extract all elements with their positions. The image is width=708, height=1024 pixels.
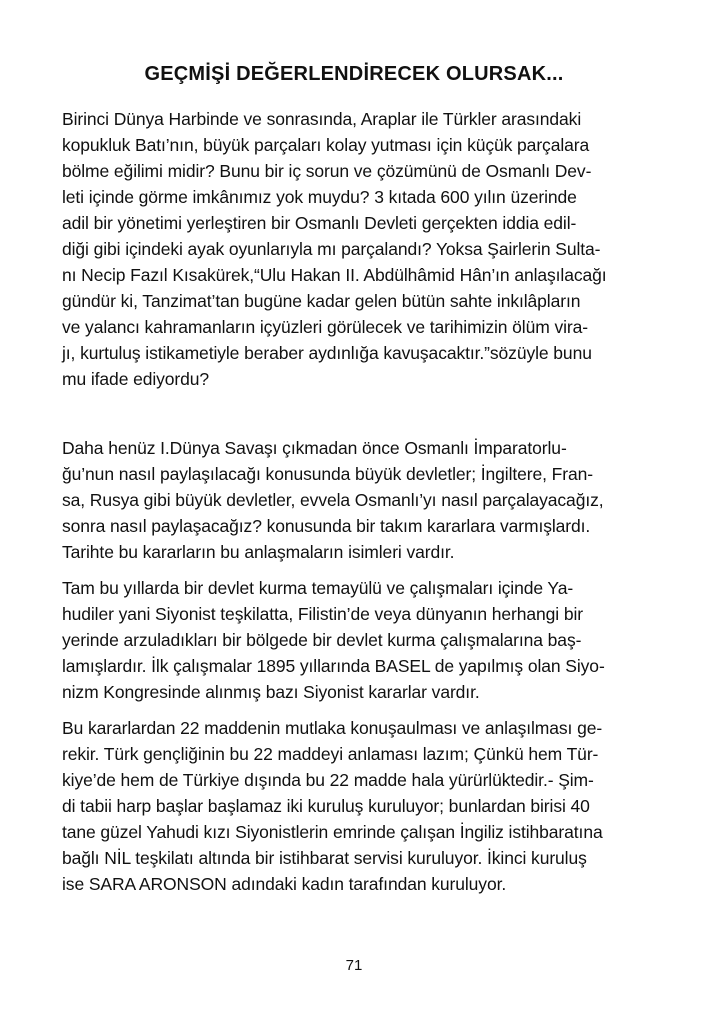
text-line: Tam bu yıllarda bir devlet kurma temayülü ve çalışmaları içinde Ya- <box>62 578 574 598</box>
text-line: bölme eğilimi midir? Bunu bir iç sorun ve çözümünü de Osmanlı Dev- <box>62 161 592 181</box>
text-line: ise SARA ARONSON adındaki kadın tarafından kuruluyor. <box>62 874 507 894</box>
text-line: kiye’de hem de Türkiye dışında bu 22 madde hala yürürlüktedir.- Şim- <box>62 770 594 790</box>
text-line: hudiler yani Siyonist teşkilatta, Filistin’de veya dünyanın herhangi bir <box>62 604 584 624</box>
text-line: kopukluk Batı’nın, büyük parçaları kolay yutması için küçük parçalara <box>62 135 590 155</box>
text-line: ğu’nun nasıl paylaşılacağı konusunda büyük devletler; İngiltere, Fran- <box>62 464 593 484</box>
text-line: tane güzel Yahudi kızı Siyonistlerin emrinde çalışan İngiliz istihbaratına <box>62 822 603 842</box>
text-line: rekir. Türk gençliğinin bu 22 maddeyi anlaması lazım; Çünkü hem Tür- <box>62 744 599 764</box>
text-line: di tabii harp başlar başlamaz iki kuruluş kuruluyor; bunlardan birisi 40 <box>62 796 590 816</box>
paragraph <box>62 106 654 392</box>
text-line: Birinci Dünya Harbinde ve sonrasında, Araplar ile Türkler arasındaki <box>62 109 582 129</box>
page-number: 71 <box>345 957 363 974</box>
paragraph <box>62 715 654 897</box>
text-line: Daha henüz I.Dünya Savaşı çıkmadan önce Osmanlı İmparatorlu- <box>62 438 567 458</box>
text-line: lamışlardır. İlk çalışmalar 1895 yıllarında BASEL de yapılmış olan Siyo- <box>62 656 605 676</box>
text-line: nizm Kongresinde alınmış bazı Siyonist kararlar vardır. <box>62 682 480 702</box>
text-line: ve yalancı kahramanların içyüzleri görülecek ve tarihimizin ölüm vira- <box>62 317 588 337</box>
text-line: mu ifade ediyordu? <box>62 369 210 389</box>
text-line: yerinde arzuladıkları bir bölgede bir devlet kurma çalışmalarına baş- <box>62 630 582 650</box>
text-line: nı Necip Fazıl Kısakürek,“Ulu Hakan II. Abdülhâmid Hân’ın anlaşılacağı <box>62 265 607 285</box>
page-title: GEÇMİŞİ DEĞERLENDİRECEK OLURSAK... <box>144 63 564 85</box>
text-line: Tarihte bu kararların bu anlaşmaların isimleri vardır. <box>62 542 455 562</box>
paragraph <box>62 435 654 565</box>
paragraph <box>62 575 654 705</box>
text-line: gündür ki, Tanzimat’tan bugüne kadar gelen bütün sahte inkılâpların <box>62 291 581 311</box>
text-line: sa, Rusya gibi büyük devletler, evvela Osmanlı’yı nasıl parçalayacağız, <box>62 490 604 510</box>
text-line: jı, kurtuluş istikametiyle beraber aydınlığa kavuşacaktır.”sözüyle bunu <box>62 343 592 363</box>
page-body <box>62 106 654 897</box>
text-line: adil bir yönetimi yerleştiren bir Osmanlı Devleti gerçekten iddia edil- <box>62 213 577 233</box>
text-line: bağlı NİL teşkilatı altında bir istihbarat servisi kuruluyor. İkinci kuruluş <box>62 848 587 868</box>
text-line: Bu kararlardan 22 maddenin mutlaka konuşaulması ve anlaşılması ge- <box>62 718 603 738</box>
text-line: leti içinde görme imkânımız yok muydu? 3 kıtada 600 yılın üzerinde <box>62 187 577 207</box>
text-line: diği gibi içindeki ayak oyunlarıyla mı parçalandı? Yoksa Şairlerin Sulta- <box>62 239 601 259</box>
text-line: sonra nasıl paylaşacağız? konusunda bir takım kararlara varmışlardı. <box>62 516 591 536</box>
